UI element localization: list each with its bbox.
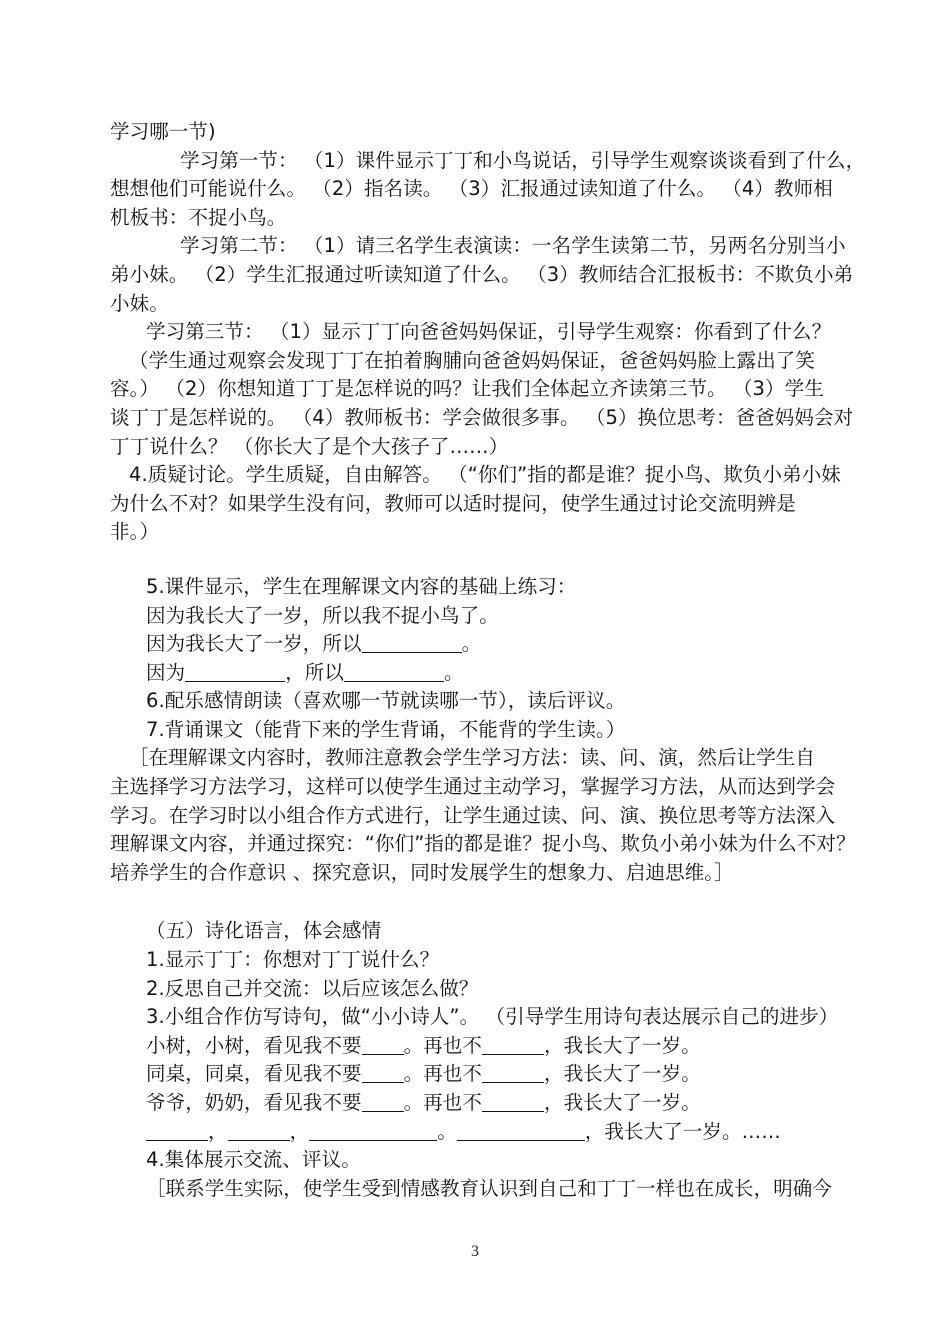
blank-field[interactable]: [344, 664, 444, 682]
blank-field[interactable]: [146, 1123, 208, 1141]
fill-in-text: 爷爷，奶奶，看见我不要: [146, 1091, 362, 1114]
fill-in-text: 。再也不: [403, 1091, 483, 1114]
fill-in-text: ，: [208, 1119, 228, 1143]
document-body: [110, 118, 866, 1203]
fill-in-line-poem-1: [110, 1032, 846, 1061]
fill-in-text: 。: [461, 632, 482, 656]
text-line: 弟小妹。 （2）学生汇报通过听读知道了什么。 （3）教师结合汇报板书：不欺负小弟: [110, 262, 854, 286]
text-line: 小妹。: [110, 291, 169, 315]
blank-field[interactable]: [457, 1123, 585, 1141]
blank-field[interactable]: [482, 1037, 544, 1055]
blank-field[interactable]: [362, 1065, 404, 1083]
text-line: 培养学生的合作意识 、探究意识，同时发展学生的想象力、启迪思维。］: [110, 860, 734, 884]
text-line: 1.显示丁丁：你想对丁丁说什么？: [146, 948, 440, 972]
fill-in-text: 。: [437, 1119, 457, 1143]
paragraph-spacer: [110, 547, 846, 573]
text-line: 学习第三节： （1）显示丁丁向爸爸妈妈保证，引导学生观察：你看到了什么？: [146, 320, 832, 344]
fill-in-text: 小树，小树，看见我不要: [146, 1033, 362, 1057]
text-line: 为什么不对？如果学生没有问，教师可以适时提问，使学生通过讨论交流明辨是: [110, 491, 797, 515]
blank-field[interactable]: [362, 635, 462, 653]
fill-in-text: ，我长大了一岁。: [544, 1062, 701, 1086]
text-line: 6.配乐感情朗读（喜欢哪一节就读哪一节），读后评议。: [146, 689, 626, 713]
blank-field[interactable]: [482, 1065, 544, 1083]
paragraph-spacer: [110, 887, 846, 917]
text-line: 7.背诵课文（能背下来的学生背诵，不能背的学生读。）: [146, 717, 626, 741]
fill-in-line-poem-2: [110, 1060, 846, 1089]
text-line: 想想他们可能说什么。 （2）指名读。 （3）汇报通过读知道了什么。 （4）教师相: [110, 177, 833, 201]
fill-in-text: ，我长大了一岁。: [544, 1033, 701, 1057]
fill-in-text: ，我长大了一岁。……: [584, 1119, 781, 1143]
fill-in-text: 。: [444, 660, 464, 684]
fill-in-text: 。再也不: [403, 1062, 483, 1086]
blank-field[interactable]: [362, 1037, 404, 1055]
text-line: 学习第二节： （1）请三名学生表演读：一名学生读第二节，另两名分别当小: [180, 234, 846, 258]
blank-field[interactable]: [228, 1123, 290, 1141]
text-line: 学习。在学习时以小组合作方式进行，让学生通过读、问、演、换位思考等方法深入: [110, 803, 836, 827]
blank-field[interactable]: [362, 1094, 404, 1112]
page-number: 3: [471, 1243, 479, 1260]
text-line: 非。）: [110, 520, 160, 544]
text-line: 谈丁丁是怎样说的。 （4）教师板书：学会做很多事。 （5）换位思考：爸爸妈妈会对: [110, 405, 854, 429]
section-heading: （五）诗化语言，体会感情: [146, 919, 382, 943]
text-line: 主选择学习方法学习，这样可以使学生通过主动学习，掌握学习方法，从而达到学会: [110, 775, 836, 799]
fill-in-line-practice-3: [110, 659, 846, 688]
text-line: 5.课件显示，学生在理解课文内容的基础上练习：: [146, 574, 577, 598]
fill-in-text: 同桌，同桌，看见我不要: [146, 1062, 362, 1086]
fill-in-text: 因为: [146, 660, 186, 684]
fill-in-text: ，我长大了一岁。: [544, 1091, 701, 1114]
text-line: 4.集体展示交流、评议。: [146, 1148, 361, 1172]
blank-field[interactable]: [309, 1123, 437, 1141]
fill-in-line-poem-4: [110, 1118, 846, 1147]
text-line: 2.反思自己并交流：以后应该怎么做？: [146, 976, 479, 1000]
fill-in-text: ，所以: [285, 660, 345, 684]
fill-in-text: ，: [289, 1119, 310, 1143]
text-line: 4.质疑讨论。学生质疑，自由解答。 （“你们”指的都是谁？捉小鸟、欺负小弟小妹: [129, 463, 841, 487]
fill-in-text: 。再也不: [403, 1033, 483, 1057]
fill-in-line-practice-2: [110, 630, 846, 659]
text-line: ［联系学生实际，使学生受到情感教育认识到自己和丁丁一样也在成长，明确今: [146, 1176, 833, 1200]
text-line: 学习哪一节): [110, 120, 216, 143]
text-line: 丁丁说什么？ （你长大了是个大孩子了……）: [110, 434, 509, 458]
text-line: 容。） （2）你想知道丁丁是怎样说的吗？让我们全体起立齐读第三节。 （3）学生: [110, 377, 824, 401]
text-line: 3.小组合作仿写诗句，做“小小诗人”。 （引导学生用诗句表达展示自己的进步）: [146, 1005, 839, 1029]
blank-field[interactable]: [482, 1094, 544, 1112]
text-line: 因为我长大了一岁，所以我不捉小鸟了。: [146, 603, 499, 627]
text-line: （学生通过观察会发现丁丁在拍着胸脯向爸爸妈妈保证，爸爸妈妈脸上露出了笑: [129, 348, 816, 372]
fill-in-line-poem-3: [110, 1089, 846, 1118]
fill-in-text: 因为我长大了一岁，所以: [146, 632, 362, 656]
text-line: 学习第一节： （1）课件显示丁丁和小鸟说话，引导学生观察谈谈看到了什么，: [180, 148, 866, 172]
blank-field[interactable]: [185, 664, 285, 682]
text-line: 机板书：不捉小鸟。: [110, 205, 287, 229]
text-line: 理解课文内容，并通过探究：“你们”指的都是谁？捉小鸟、欺负小弟小妹为什么不对？: [110, 832, 856, 856]
text-line: ［在理解课文内容时，教师注意教会学生学习方法：读、问、演，然后让学生自: [129, 746, 816, 770]
